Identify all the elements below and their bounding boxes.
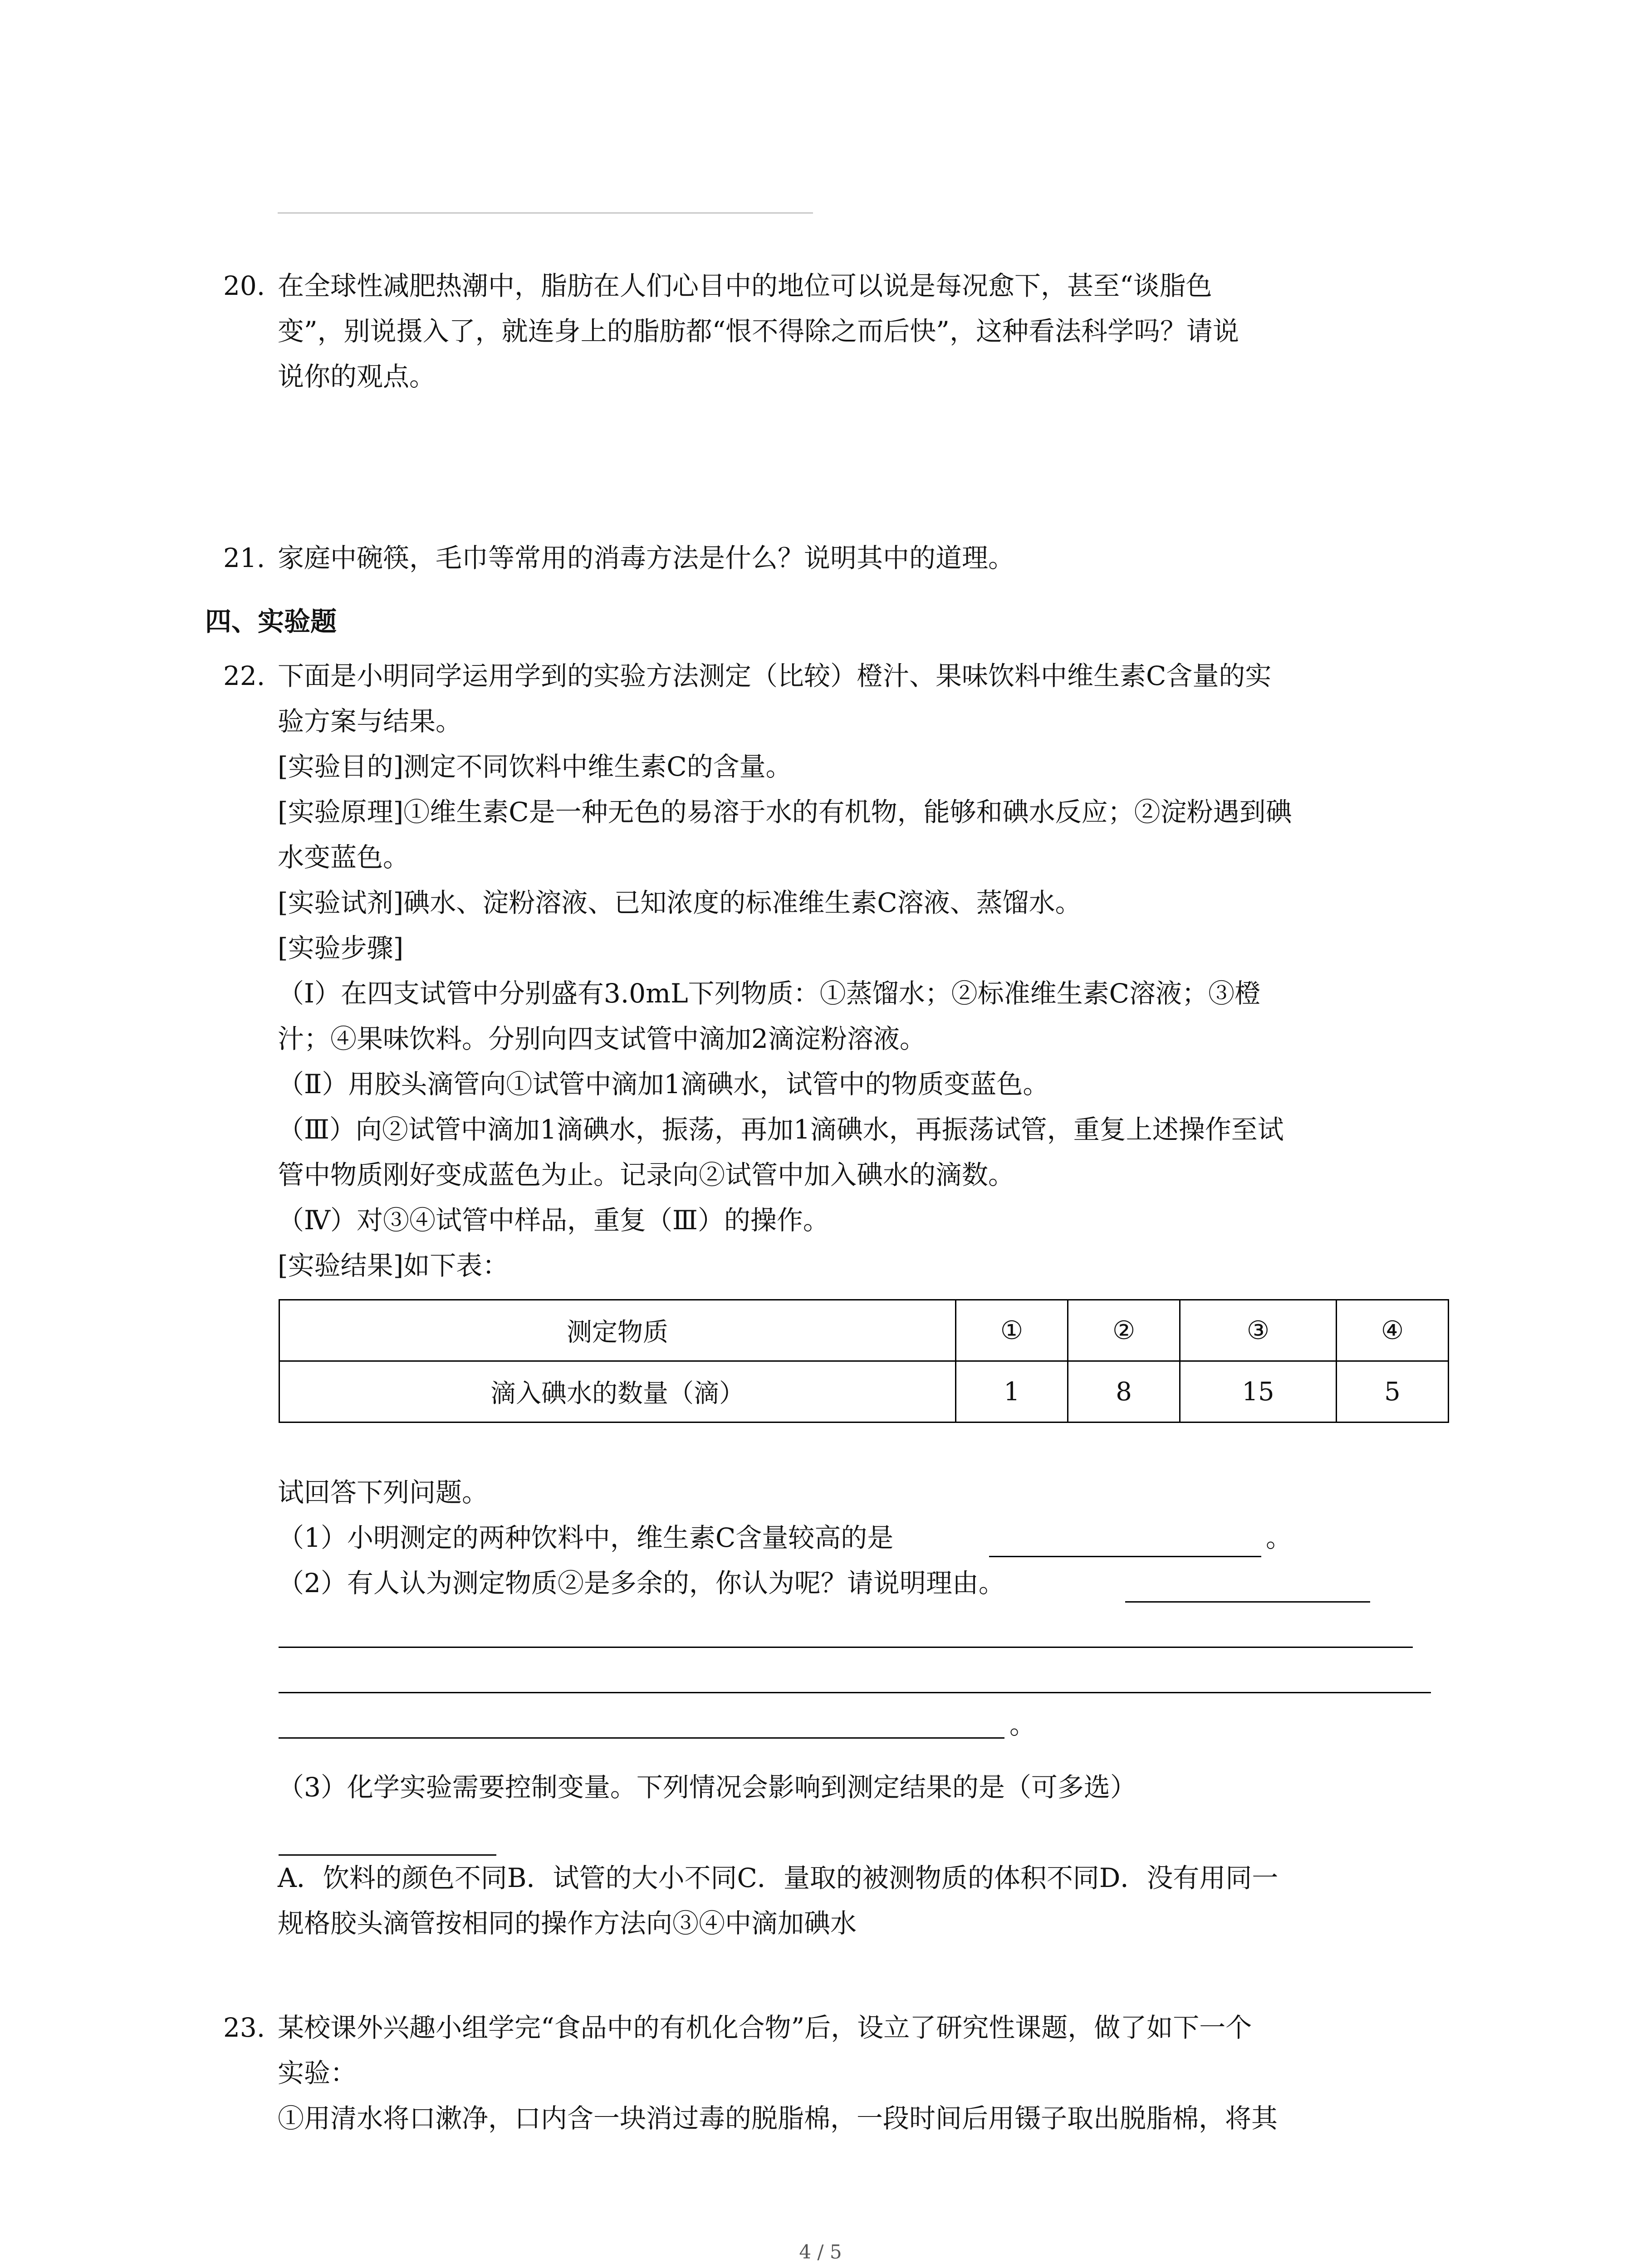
table-cell: ④	[1336, 1300, 1448, 1361]
q22-steps-title: [实验步骤]	[278, 933, 404, 963]
q22-number: 22.	[223, 660, 265, 691]
header-rule	[278, 212, 813, 214]
table-cell: ③	[1180, 1300, 1337, 1361]
table-cell: 15	[1180, 1361, 1337, 1422]
q22-purpose: [实验目的]测定不同饮料中维生素C的含量。	[278, 751, 792, 782]
q22-intro-1: 下面是小明同学运用学到的实验方法测定（比较）橙汁、果味饮料中维生素C含量的实	[278, 660, 1272, 691]
table-cell: 1	[956, 1361, 1068, 1422]
q20-number: 20.	[223, 270, 265, 301]
q22-principle-2: 水变蓝色。	[278, 842, 410, 873]
answer-blank-2	[1125, 1601, 1370, 1603]
q22-options-2: 规格胶头滴管按相同的操作方法向③④中滴加碘水	[278, 1908, 857, 1939]
q22-step3-1: （Ⅲ）向②试管中滴加1滴碘水，振荡，再加1滴碘水，再振荡试管，重复上述操作至试	[278, 1114, 1284, 1145]
q22-result-title: [实验结果]如下表：	[278, 1250, 509, 1281]
table-cell: 8	[1068, 1361, 1180, 1422]
q21-text: 家庭中碗筷，毛巾等常用的消毒方法是什么？说明其中的道理。	[278, 543, 1015, 573]
q22-ask: 试回答下列问题。	[278, 1477, 489, 1508]
q22-step3-2: 管中物质刚好变成蓝色为止。记录向②试管中加入碘水的滴数。	[278, 1159, 1015, 1190]
q22-intro-2: 验方案与结果。	[278, 706, 462, 737]
q23-number: 23.	[223, 2012, 265, 2043]
q23-line-3: ①用清水将口漱净，口内含一块消过毒的脱脂棉，一段时间后用镊子取出脱脂棉，将其	[278, 2103, 1278, 2134]
answer-blank-6	[279, 1854, 496, 1856]
q22-sub2-end: 。	[1009, 1709, 1036, 1740]
q22-step1-2: 汁；④果味饮料。分别向四支试管中滴加2滴淀粉溶液。	[278, 1023, 926, 1054]
q22-options-1: A．饮料的颜色不同B．试管的大小不同C．量取的被测物质的体积不同D．没有用同一	[278, 1862, 1279, 1893]
q20-line-1: 在全球性减肥热潮中，脂肪在人们心目中的地位可以说是每况愈下，甚至“谈脂色	[278, 270, 1212, 301]
table-cell: ②	[1068, 1300, 1180, 1361]
q23-line-1: 某校课外兴趣小组学完“食品中的有机化合物”后，设立了研究性课题，做了如下一个	[278, 2012, 1252, 2043]
table-cell: 滴入碘水的数量（滴）	[279, 1361, 956, 1422]
answer-blank-5	[279, 1737, 1004, 1739]
q20-line-2: 变”，别说摄入了，就连身上的脂肪都“恨不得除之而后快”，这种看法科学吗？请说	[278, 316, 1239, 347]
table-cell: 测定物质	[279, 1300, 956, 1361]
table-cell: 5	[1336, 1361, 1448, 1422]
q21-number: 21.	[223, 543, 265, 573]
q22-step1-1: （Ⅰ）在四支试管中分别盛有3.0mL下列物质：①蒸馏水；②标准维生素C溶液；③橙	[278, 978, 1261, 1009]
q22-step2: （Ⅱ）用胶头滴管向①试管中滴加1滴碘水，试管中的物质变蓝色。	[278, 1069, 1049, 1100]
table-cell: ①	[956, 1300, 1068, 1361]
q22-reagents: [实验试剂]碘水、淀粉溶液、已知浓度的标准维生素C溶液、蒸馏水。	[278, 887, 1082, 918]
result-table	[279, 1299, 1449, 1423]
section-heading-experiment: 四、实验题	[205, 606, 337, 637]
q22-sub1-end: 。	[1266, 1522, 1293, 1553]
q22-sub3: （3）化学实验需要控制变量。下列情况会影响到测定结果的是（可多选）	[278, 1772, 1136, 1803]
page-number: 4 / 5	[799, 2241, 842, 2263]
table-row	[279, 1361, 1449, 1422]
q20-line-3: 说你的观点。	[278, 361, 436, 392]
q22-step4: （Ⅳ）对③④试管中样品，重复（Ⅲ）的操作。	[278, 1205, 829, 1236]
q22-sub2: （2）有人认为测定物质②是多余的，你认为呢？请说明理由。	[278, 1568, 1005, 1598]
q23-line-2: 实验：	[278, 2058, 357, 2088]
q22-sub1: （1）小明测定的两种饮料中，维生素C含量较高的是	[278, 1522, 894, 1553]
answer-blank-1	[989, 1556, 1261, 1557]
answer-blank-3	[279, 1647, 1413, 1648]
table-row	[279, 1300, 1449, 1361]
q22-principle-1: [实验原理]①维生素C是一种无色的易溶于水的有机物，能够和碘水反应；②淀粉遇到碘	[278, 797, 1292, 827]
answer-blank-4	[279, 1692, 1431, 1693]
